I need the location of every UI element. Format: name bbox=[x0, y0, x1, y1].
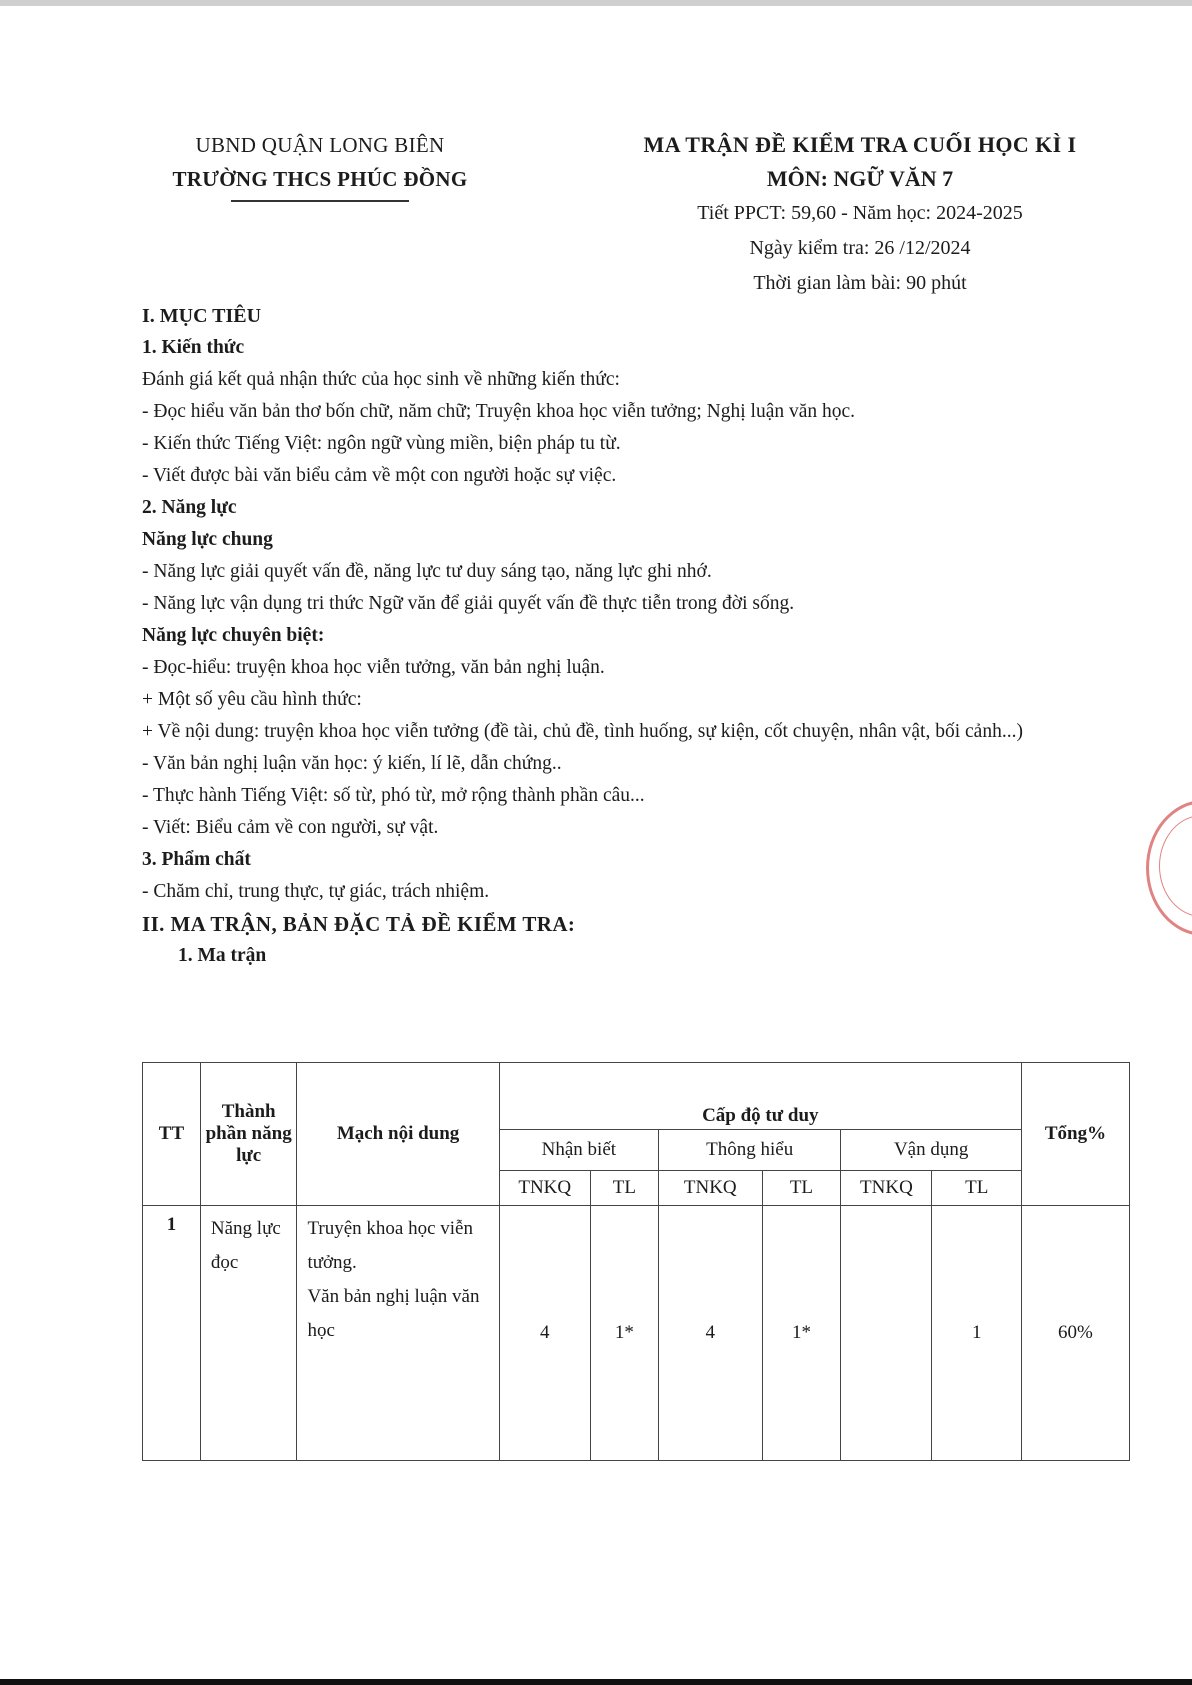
header-content: Mạch nội dung bbox=[297, 1063, 499, 1206]
paragraph: - Văn bản nghị luận văn học: ý kiến, lí lẽ, dẫn chứng.. bbox=[142, 753, 562, 774]
header-tnkq: TNKQ bbox=[841, 1171, 932, 1206]
paragraph: - Thực hành Tiếng Việt: số từ, phó từ, mở rộng thành phần câu... bbox=[142, 785, 645, 806]
paragraph: + Một số yêu cầu hình thức: bbox=[142, 689, 362, 710]
content-line: Truyện khoa học viễn tưởng. bbox=[307, 1218, 473, 1273]
cell-th-tl: 1* bbox=[762, 1206, 841, 1461]
table-row bbox=[143, 1206, 1130, 1461]
cell-vd-tnkq bbox=[841, 1206, 932, 1461]
header-right bbox=[560, 128, 1160, 301]
document-body bbox=[142, 300, 1054, 972]
paragraph: - Năng lực giải quyết vấn đề, năng lực tư duy sáng tạo, năng lực ghi nhớ. bbox=[142, 561, 712, 582]
header-recognition: Nhận biết bbox=[499, 1130, 658, 1171]
scan-edge-top bbox=[0, 0, 1192, 6]
header-thinking-level: Cấp độ tư duy bbox=[499, 1063, 1021, 1130]
district-name: UBND QUẬN LONG BIÊN bbox=[195, 133, 445, 157]
subsection-heading: 3. Phẩm chất bbox=[142, 849, 251, 870]
subject-title: MÔN: NGỮ VĂN 7 bbox=[766, 166, 954, 191]
cell-tt: 1 bbox=[143, 1206, 201, 1461]
header-tt: TT bbox=[143, 1063, 201, 1206]
table-header-row bbox=[143, 1063, 1130, 1130]
meta-duration: Thời gian làm bài: 90 phút bbox=[753, 272, 967, 294]
content-line: Văn bản nghị luận văn học bbox=[307, 1286, 480, 1341]
official-stamp bbox=[1146, 800, 1192, 936]
section-heading: I. MỤC TIÊU bbox=[142, 305, 262, 327]
header-underline bbox=[231, 200, 409, 202]
cell-nb-tnkq: 4 bbox=[499, 1206, 590, 1461]
paragraph: - Năng lực vận dụng tri thức Ngữ văn để giải quyết vấn đề thực tiễn trong đời sống. bbox=[142, 593, 795, 614]
header-tl: TL bbox=[762, 1171, 841, 1206]
paragraph: - Viết được bài văn biểu cảm về một con người hoặc sự việc. bbox=[142, 465, 617, 486]
cell-th-tnkq: 4 bbox=[659, 1206, 762, 1461]
paragraph: - Viết: Biểu cảm về con người, sự vật. bbox=[142, 817, 439, 838]
cell-total: 60% bbox=[1021, 1206, 1129, 1461]
matrix-table bbox=[142, 1062, 1130, 1461]
header-left bbox=[120, 128, 520, 202]
subsection-heading: 1. Kiến thức bbox=[142, 337, 245, 358]
header-competency: Thành phần năng lực bbox=[200, 1063, 297, 1206]
header-tnkq: TNKQ bbox=[499, 1171, 590, 1206]
document-title: MA TRẬN ĐỀ KIỂM TRA CUỐI HỌC KÌ I bbox=[643, 132, 1077, 157]
paragraph: - Chăm chỉ, trung thực, tự giác, trách nhiệm. bbox=[142, 881, 490, 902]
header-total: Tổng% bbox=[1021, 1063, 1129, 1206]
subsection-heading: 2. Năng lực bbox=[142, 497, 237, 518]
header-tl: TL bbox=[932, 1171, 1021, 1206]
paragraph: Đánh giá kết quả nhận thức của học sinh về những kiến thức: bbox=[142, 369, 620, 390]
stamp-inner-ring bbox=[1159, 815, 1192, 917]
paragraph: + Về nội dung: truyện khoa học viễn tưởng (đề tài, chủ đề, tình huống, sự kiện, cốt chuyện, nhân vật, bối cảnh...) bbox=[142, 721, 1023, 742]
header-tnkq: TNKQ bbox=[659, 1171, 762, 1206]
paragraph: - Đọc-hiểu: truyện khoa học viễn tưởng, văn bản nghị luận. bbox=[142, 657, 605, 678]
subsection-heading: 1. Ma trận bbox=[178, 945, 267, 966]
cell-nb-tl: 1* bbox=[590, 1206, 658, 1461]
header-tl: TL bbox=[590, 1171, 658, 1206]
cell-content bbox=[297, 1206, 499, 1461]
header-application: Vận dụng bbox=[841, 1130, 1022, 1171]
paragraph: - Đọc hiểu văn bản thơ bốn chữ, năm chữ; Truyện khoa học viễn tưởng; Nghị luận văn học. bbox=[142, 401, 856, 422]
section-heading: II. MA TRẬN, BẢN ĐẶC TẢ ĐỀ KIỂM TRA: bbox=[142, 912, 576, 936]
cell-competency: Năng lực đọc bbox=[200, 1206, 297, 1461]
header-understanding: Thông hiểu bbox=[659, 1130, 841, 1171]
subsection-heading: Năng lực chuyên biệt: bbox=[142, 625, 325, 646]
meta-date: Ngày kiểm tra: 26 /12/2024 bbox=[749, 237, 971, 259]
school-name: TRƯỜNG THCS PHÚC ĐỒNG bbox=[172, 167, 468, 191]
scan-edge-bottom bbox=[0, 1679, 1192, 1685]
cell-vd-tl: 1 bbox=[932, 1206, 1021, 1461]
subsection-heading: Năng lực chung bbox=[142, 529, 273, 550]
meta-period: Tiết PPCT: 59,60 - Năm học: 2024-2025 bbox=[697, 202, 1023, 224]
paragraph: - Kiến thức Tiếng Việt: ngôn ngữ vùng miền, biện pháp tu từ. bbox=[142, 433, 621, 454]
